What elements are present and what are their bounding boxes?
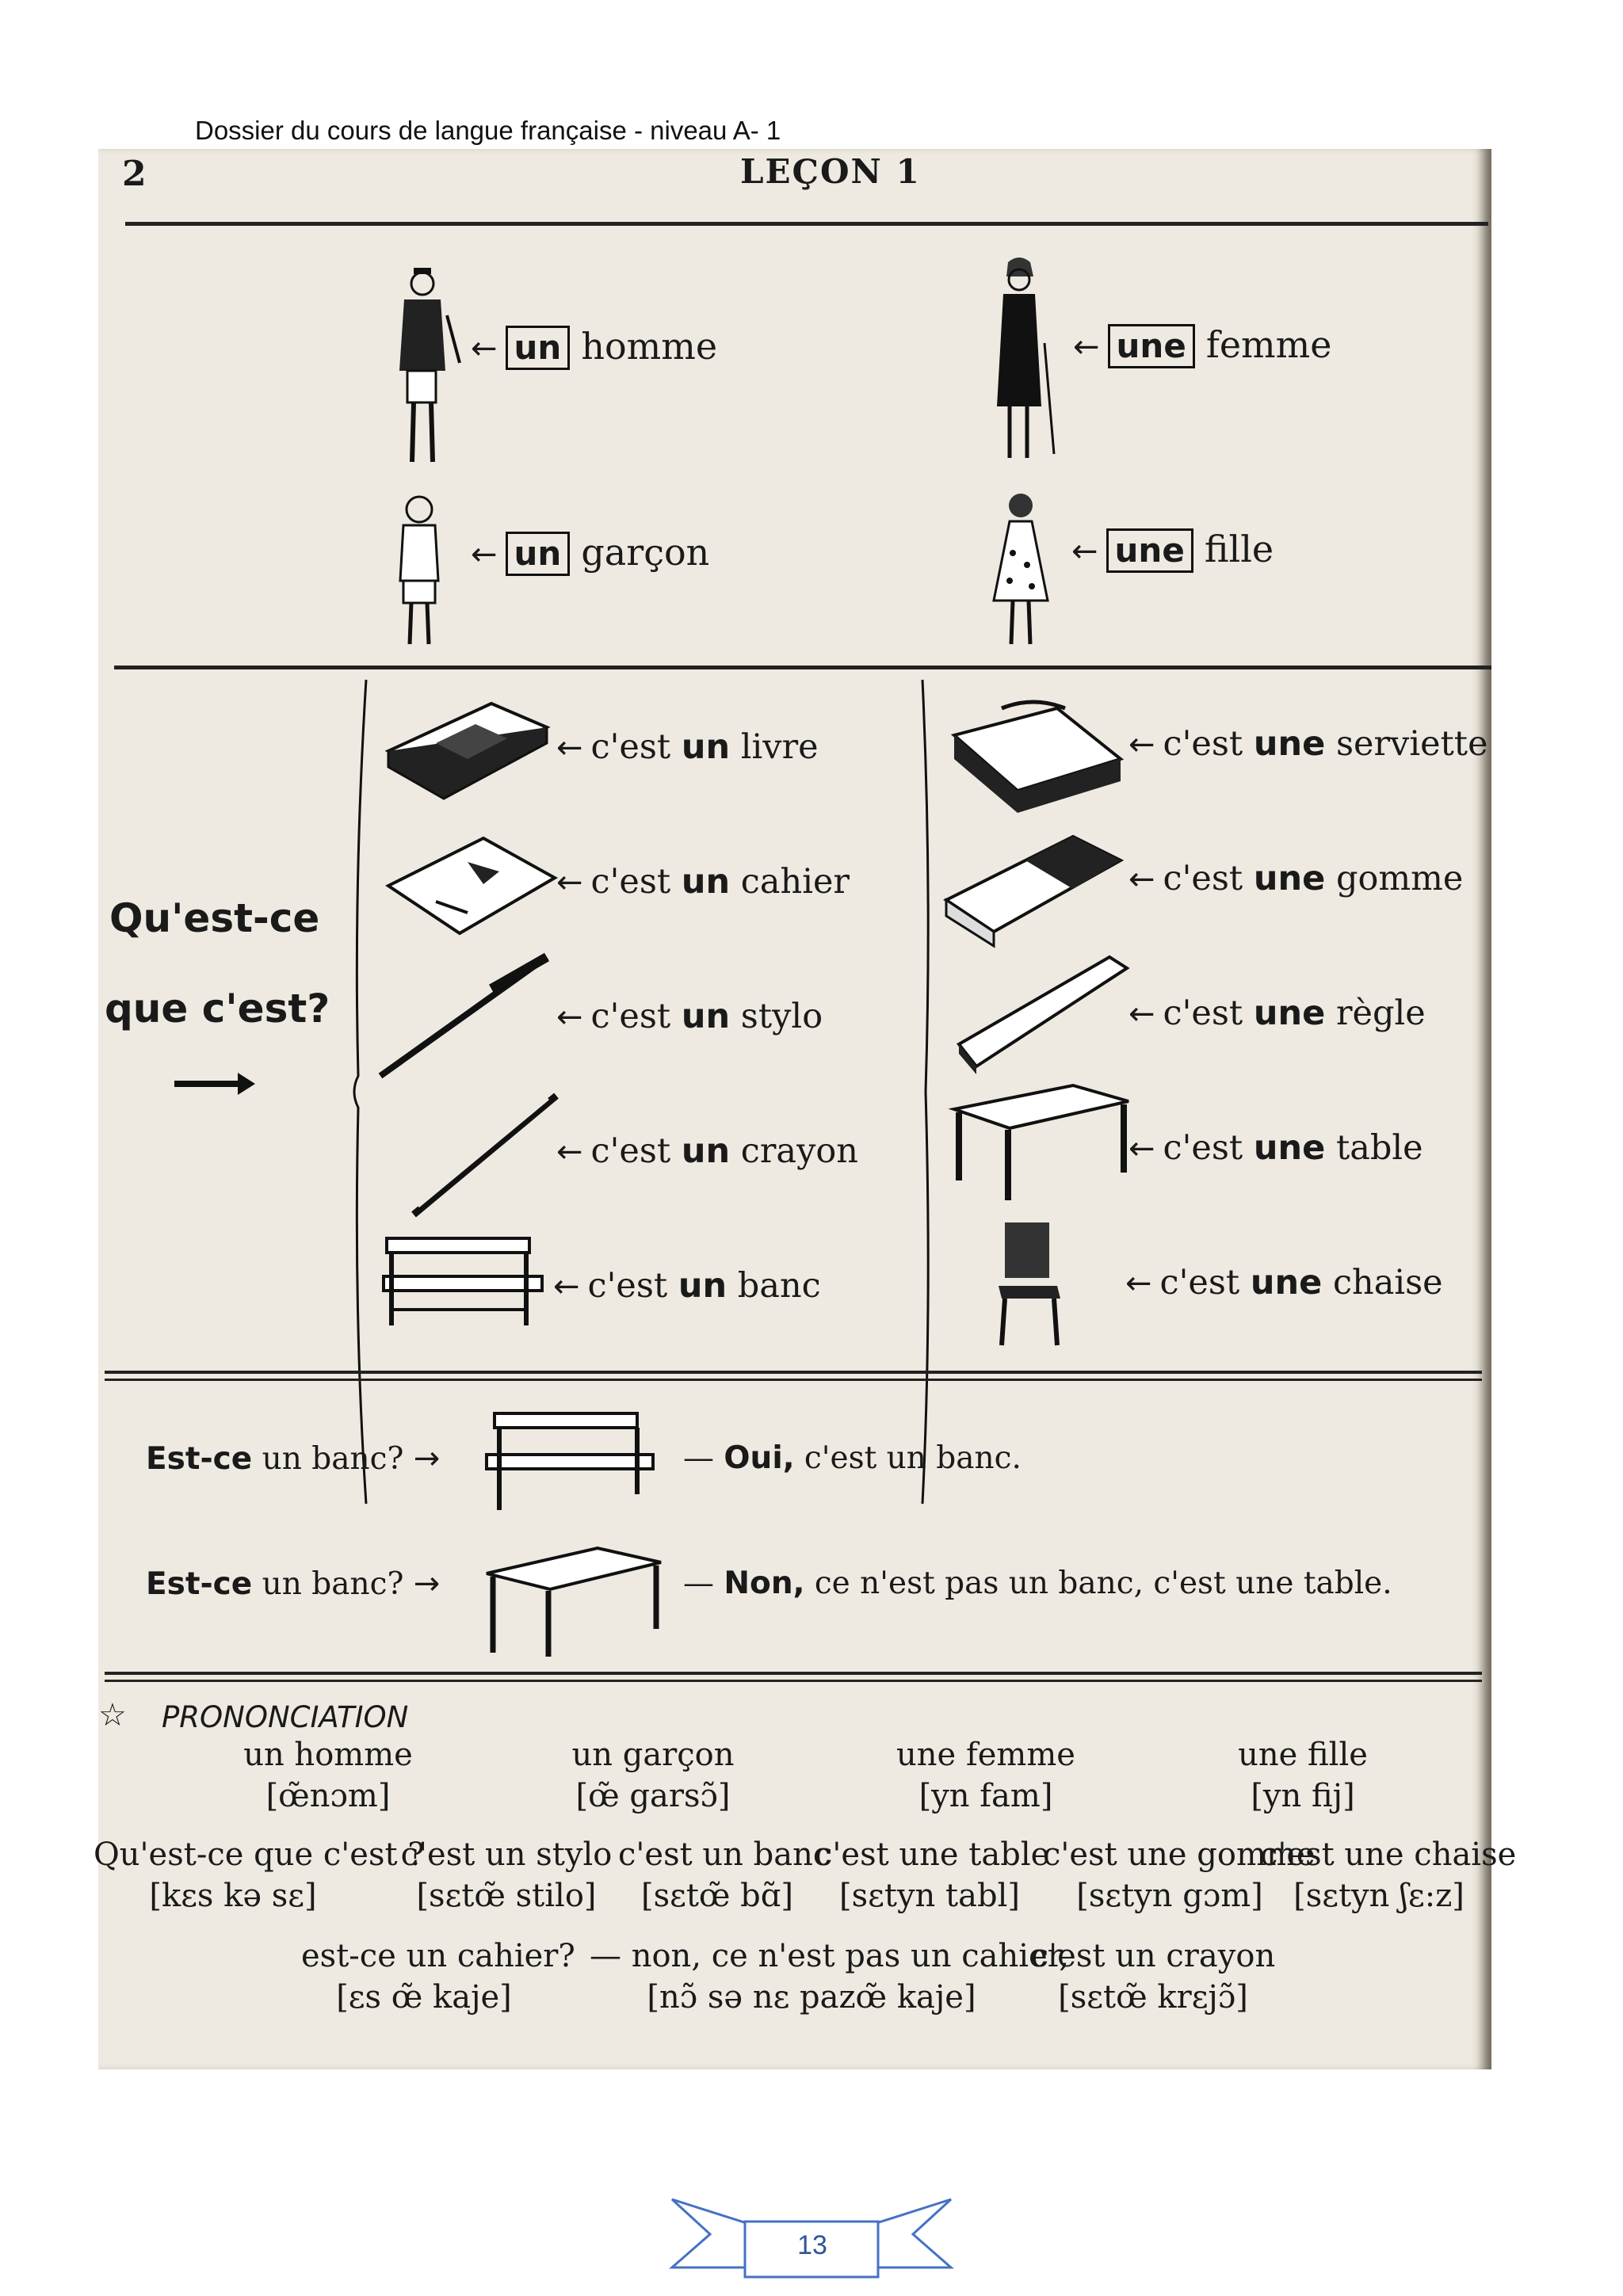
question-bold: Est-ce [146, 1441, 253, 1477]
rule-top [125, 222, 1488, 226]
answer-bold: Oui, [724, 1440, 795, 1476]
noun: homme [581, 325, 718, 368]
arrow-left-icon: ← [1128, 727, 1155, 763]
dialogue-question-2 [146, 1566, 448, 1602]
pron-text: c'est un stylo [400, 1836, 613, 1873]
bench-illustration-small [479, 1407, 661, 1518]
dialogue-answer-1: — Oui, c'est un banc. [683, 1440, 1022, 1476]
vocab-chaise [1125, 1263, 1443, 1302]
noun: stylo [740, 997, 823, 1036]
prefix: c'est [590, 997, 671, 1036]
lesson-title: LEÇON 1 [740, 152, 921, 191]
prefix: c'est [1163, 724, 1243, 764]
article-box: une [1108, 324, 1195, 368]
rule-double-c [105, 1672, 1482, 1675]
star-icon: ☆ [98, 1697, 127, 1733]
pron-ipa: [ɛs œ̃ kaje] [336, 1979, 512, 2016]
article-box: un [506, 326, 571, 370]
prefix: c'est [1159, 1263, 1240, 1302]
rule-double-b [105, 1379, 1482, 1381]
prefix: c'est [587, 1266, 668, 1306]
pron-text: c'est un crayon [1030, 1938, 1276, 1974]
noun: livre [740, 727, 819, 767]
notebook-illustration [380, 830, 563, 941]
label-un-garcon [471, 531, 709, 576]
textbook-page-scan [94, 149, 1517, 2069]
noun: serviette [1335, 724, 1488, 764]
bench-illustration [376, 1230, 550, 1333]
pen-illustration [372, 949, 555, 1084]
prefix: c'est [1163, 1128, 1243, 1168]
vocab-livre [556, 727, 819, 767]
rule-people-objects [114, 666, 1491, 669]
arrow-left-icon: ← [1128, 1131, 1155, 1167]
vocab-stylo [556, 997, 823, 1036]
prefix: c'est [590, 862, 671, 902]
pron-text: une femme [896, 1737, 1075, 1773]
arrow-left-icon: ← [1073, 329, 1100, 365]
article: un [681, 997, 731, 1036]
question-rest: un banc? [262, 1566, 404, 1602]
arrow-left-icon: ← [556, 1134, 583, 1170]
arrow-left-icon: ← [1128, 996, 1155, 1032]
pron-ipa: [kɛs kə sɛ] [149, 1878, 317, 1914]
pron-text: c'est une table [815, 1836, 1050, 1873]
briefcase-illustration [946, 696, 1128, 814]
rule-double-a [105, 1371, 1482, 1374]
article: une [1253, 994, 1326, 1033]
article: un [678, 1266, 727, 1306]
noun: gomme [1335, 859, 1464, 898]
girl-illustration [986, 490, 1057, 648]
prefix: c'est [1163, 994, 1243, 1033]
eraser-illustration [938, 829, 1128, 948]
arrow-left-icon: ← [556, 864, 583, 901]
noun: cahier [740, 862, 850, 902]
pronunciation-title: PRONONCIATION [162, 1700, 409, 1734]
vocab-cahier [556, 862, 850, 902]
arrow-left-icon: ← [556, 730, 583, 766]
question-bold: Est-ce [146, 1566, 253, 1602]
boy-illustration [388, 494, 451, 652]
article: un [681, 1131, 731, 1171]
article-box: un [506, 532, 571, 576]
pron-ipa: [œ̃nɔm] [265, 1778, 391, 1814]
arrow-left-icon: ← [553, 1268, 580, 1305]
pron-ipa: [sɛtyn ʃɛ:z] [1293, 1878, 1465, 1914]
noun: femme [1205, 323, 1332, 366]
pron-text: c'est une chaise [1260, 1836, 1517, 1873]
vocab-serviette [1128, 724, 1488, 764]
woman-illustration [978, 256, 1065, 470]
arrow-left-icon: ← [1071, 533, 1098, 570]
dialogue-answer-2: — Non, ce n'est pas un banc, c'est une table. [683, 1566, 1392, 1601]
question-line2: que c'est? [105, 986, 330, 1032]
pencil-illustration [406, 1088, 564, 1222]
pron-ipa: [yn fij] [1251, 1778, 1355, 1814]
dialogue-question-1 [146, 1440, 448, 1477]
article: un [681, 727, 731, 767]
pron-text: une fille [1238, 1737, 1368, 1773]
article: une [1250, 1263, 1323, 1302]
book-illustration [380, 696, 555, 799]
arrow-left-icon: ← [1128, 861, 1155, 898]
prefix: c'est [590, 1131, 671, 1171]
pron-text: — non, ce n'est pas un cahier, [590, 1938, 1070, 1974]
pron-ipa: [sɛtœ̃ stilo] [416, 1878, 597, 1914]
prefix: c'est [590, 727, 671, 767]
article: une [1253, 1128, 1326, 1168]
pron-text: un garçon [571, 1737, 735, 1773]
rule-double-d [105, 1680, 1482, 1682]
article-box: une [1106, 528, 1193, 573]
noun: crayon [740, 1131, 858, 1171]
ruler-illustration [951, 949, 1133, 1076]
pron-text: un homme [243, 1737, 413, 1773]
book-page-number: 2 [122, 154, 147, 194]
pron-text: c'est un banc [618, 1836, 831, 1873]
label-une-femme [1073, 323, 1332, 368]
question-line1: Qu'est-ce [109, 895, 320, 941]
answer-rest: ce n'est pas un banc, c'est une table. [814, 1566, 1392, 1601]
noun: chaise [1332, 1263, 1443, 1302]
man-illustration [384, 268, 463, 474]
vocab-gomme [1128, 859, 1463, 898]
article: un [681, 862, 731, 902]
vocab-regle [1128, 994, 1426, 1033]
vocab-table [1128, 1128, 1423, 1168]
article: une [1253, 724, 1326, 764]
arrow-right-icon [174, 1081, 244, 1087]
pron-ipa: [sɛtœ̃ krɛjɔ̃] [1058, 1979, 1248, 2016]
noun: table [1335, 1128, 1423, 1168]
arrow-left-icon: ← [471, 330, 498, 367]
vocab-banc [553, 1266, 821, 1306]
chair-illustration [994, 1222, 1065, 1349]
arrow-right-icon: → [413, 1440, 441, 1477]
noun: banc [737, 1266, 821, 1306]
table-illustration [946, 1077, 1136, 1204]
pron-ipa: [yn fam] [918, 1778, 1053, 1814]
arrow-right-head [238, 1073, 255, 1095]
pron-ipa: [sɛtyn tabl] [839, 1878, 1020, 1914]
arrow-left-icon: ← [471, 536, 498, 573]
pron-ipa: [nɔ̃ sə nɛ pazœ̃ kaje] [647, 1979, 976, 2016]
answer-bold: Non, [724, 1566, 805, 1601]
pron-text: c'est une gomme [1043, 1836, 1316, 1873]
pron-ipa: [sɛtœ̃ bɑ̃] [640, 1878, 793, 1914]
question-rest: un banc? [262, 1441, 404, 1477]
arrow-right-icon: → [413, 1566, 441, 1602]
document-header: Dossier du cours de langue française - niveau A- 1 [195, 116, 781, 145]
answer-rest: c'est un banc. [804, 1440, 1022, 1476]
footer-page-number: 13 [797, 2230, 827, 2260]
vocab-crayon [556, 1131, 858, 1171]
arrow-left-icon: ← [1125, 1265, 1152, 1302]
prefix: c'est [1163, 859, 1243, 898]
article: une [1253, 859, 1326, 898]
noun: règle [1335, 994, 1426, 1033]
noun: garçon [581, 531, 710, 574]
pron-text: Qu'est-ce que c'est ? [94, 1836, 425, 1873]
label-une-fille [1071, 528, 1274, 573]
pron-ipa: [sɛtyn gɔm] [1076, 1878, 1263, 1914]
noun: fille [1204, 528, 1274, 570]
arrow-left-icon: ← [556, 999, 583, 1035]
label-un-homme [471, 325, 717, 370]
pron-text: est-ce un cahier? [301, 1938, 575, 1974]
pron-ipa: [œ̃ garsɔ̃] [575, 1778, 731, 1814]
table-illustration-small [479, 1542, 669, 1661]
